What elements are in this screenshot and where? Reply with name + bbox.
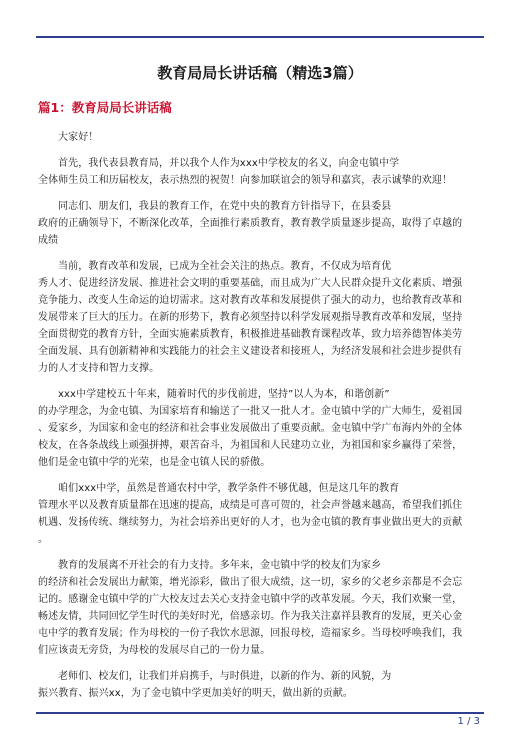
- paragraph: [38, 386, 482, 471]
- paragraph-line: 振兴教育、振兴xx，为了金屯镇中学更加美好的明天，做出新的贡献。: [38, 688, 354, 699]
- page-indicator: 1 / 3: [457, 716, 480, 727]
- paragraph-line: 他们是金屯镇中学的光荣，也是金屯镇人民的骄傲。: [38, 457, 271, 468]
- paragraph-line: 机遇、发扬传统、继续努力，为社会培养出更好的人才，也为金屯镇的教育事业做出更大的贡献: [38, 517, 463, 528]
- paragraph-line: 竞争能力、改变人生命运的迫切需求。这对教育改革和发展提供了强大的动力，也给教育改革和: [38, 295, 463, 306]
- paragraph-line: 当前，教育改革和发展，已成为全社会关注的热点。教育，不仅成为培育优: [58, 261, 392, 272]
- paragraph-line: 全体师生员工和历届校友，表示热烈的祝贺！向参加联谊会的领导和嘉宾，表示诚挚的欢迎！: [38, 175, 453, 186]
- paragraph: [38, 480, 482, 548]
- paragraph-list: [38, 129, 482, 702]
- paragraph-line: 的办学理念，为金屯镇、为国家培育和输送了一批又一批人才。金屯镇中学的广大师生，爱祖国: [38, 406, 463, 417]
- paragraph-line: 力的人才支持和智力支撑。: [38, 363, 160, 374]
- paragraph-line: 大家好！: [58, 132, 99, 143]
- paragraph-line: 全面发展、具有创新精神和实践能力的社会主义建设者和接班人，为经济发展和社会进步提供有: [38, 346, 463, 357]
- header-rule: [36, 36, 484, 38]
- paragraph-line: 发展带来了巨大的压力。在新的形势下，教育必须坚持以科学发展观指导教育改革和发展，坚持: [38, 312, 463, 323]
- paragraph: [38, 668, 482, 702]
- paragraph-line: 管理水平以及教育质量都在迅速的提高，成绩是可喜可贺的，社会声誉越来越高，希望我们抓住: [38, 500, 463, 511]
- footer-rule: [36, 712, 484, 714]
- paragraph-line: 、爱家乡，为国家和金屯的经济和社会事业发展做出了重要贡献。金屯镇中学广布海内外的全体: [38, 423, 463, 434]
- paragraph-line: 全面贯彻党的教育方针，全面实施素质教育，积极推进基础教育课程改革，致力培养德智体美劳: [38, 329, 463, 340]
- paragraph-line: 首先，我代表县教育局，并以我个人作为xxx中学校友的名义，向金屯镇中学: [58, 158, 400, 169]
- section-heading: 篇1：教育局局长讲话稿: [38, 100, 172, 115]
- paragraph-line: 成绩: [38, 235, 59, 246]
- paragraph-line: 咱们xxx中学，虽然是普通农村中学，教学条件不够优越，但是这几年的教育: [58, 483, 400, 494]
- paragraph-line: 。: [38, 534, 49, 545]
- paragraph-line: 同志们、朋友们，我县的教育工作，在党中央的教育方针指导下，在县委县: [58, 201, 392, 212]
- document-title: 教育局局长讲话稿（精选3篇）: [157, 64, 363, 82]
- paragraph-line: 校友，在各条战线上顽强拼搏，艰苦奋斗，为祖国和人民建功立业，为祖国和家乡赢得了荣誉，: [38, 440, 463, 451]
- paragraph-line: 的经济和社会发展出力献策，增光添彩，做出了很大成绩，这一切，家乡的父老乡亲都是不会忘: [38, 577, 463, 588]
- paragraph: [38, 258, 482, 377]
- paragraph-line: 记的。感谢金屯镇中学的广大校友过去关心支持金屯镇中学的改革发展。今天，我们欢聚一堂，: [38, 594, 463, 605]
- paragraph: [38, 198, 482, 249]
- paragraph-line: 政府的正确领导下，不断深化改革，全面推行素质教育，教育教学质量逐步提高，取得了卓越的: [38, 218, 463, 229]
- paragraph: [38, 557, 482, 659]
- paragraph-line: 秀人才、促进经济发展、推进社会文明的重要基础，而且成为广大人民群众提升文化素质、增强: [38, 278, 463, 289]
- paragraph-line: 老师们、校友们，让我们并肩携手，与时俱进，以新的作为、新的风貌，为: [58, 671, 392, 682]
- paragraph: [38, 129, 482, 146]
- document-body: [38, 62, 482, 711]
- paragraph-line: 屯中学的教育发展；作为母校的一份子我饮水思源，回报母校，造福家乡。当母校呼唤我们，我: [38, 628, 463, 639]
- paragraph-line: 教育的发展离不开社会的有力支持。多年来，金屯镇中学的校友们为家乡: [58, 560, 382, 571]
- paragraph: [38, 155, 482, 189]
- paragraph-line: 们应该责无旁贷，为母校的发展尽自己的一份力量。: [38, 645, 271, 656]
- paragraph-line: 畅述友情，共同回忆学生时代的美好时光，倍感亲切。作为我关注嘉祥县教育的发展，更关心金: [38, 611, 463, 622]
- paragraph-line: xxx中学建校五十年来，随着时代的步伐前进，坚持”以人为本，和谐创新”: [58, 389, 390, 400]
